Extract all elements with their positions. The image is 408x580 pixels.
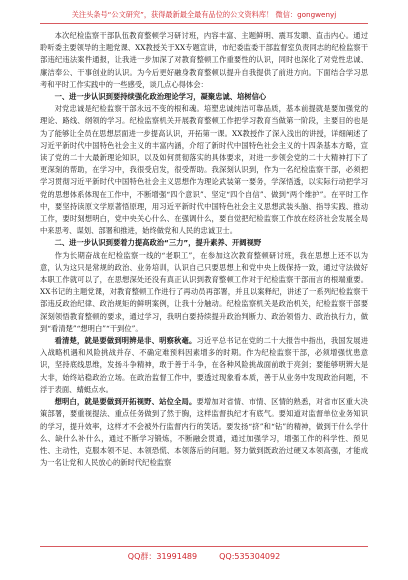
page-header: 关注头条号“公文研究”，获得最新最全最有品位的公文资料库！ 微信：gongwenyj xyxy=(71,10,337,19)
document-body xyxy=(40,30,368,540)
section-2-paragraph-3 xyxy=(40,396,368,469)
paragraph-3-text: 要增加对省情、市情、区情的熟悉，对省市区重大决策部署，要重视提法、重点任务做到了然于胸，这样监督执纪才有底气。要知道对监督单位业务知识的学习，提升效率，这样才不会被外行监督内行的笑话。要发扬“挤”和“钻”的精神，做到干什么学什么、缺什么补什么，通过不断学习锻炼，不断融会贯通，通过加强学习，增强工作的科学性、预见性、主动性，克服本领不足、本领恐慌、本领落后的问题。努力做到既政治过硬又本领高强，才能成为一名让党和人民放心的新时代纪检监察 xyxy=(40,397,368,468)
section-2-paragraph-1: 作为长期奋战在纪检监察一线的“老职工”，在参加这次教育整顿研讨班，我在思想上还不以为意，认为这只是常规的政治、业务培训，认识自己只要思想上和党中央上级保持一致，通过守法做好本职工作就可以了，在思想深处还没有真正认识到教育整顿工作对于纪检监察干部而言的根端重要。XX书记的主题党课，对教育整顿工作进行了再动员再部署，并且以案释纪，讲述了一系列纪检监察干部违反政治纪律、政治规矩的鲜明案例，让我十分触动。纪检监察机关是政治机关，纪检监察干部要深刻领悟教育整顿的要求，通过学习，我明白要持续提升政治判断力、政治领悟力、政治执行力，做到“看清楚”“想明白”“干到位”。 xyxy=(40,250,368,333)
header-divider xyxy=(40,23,368,24)
section-2-paragraph-2 xyxy=(40,335,368,396)
section-1-title: 一、进一步认识到要持续强化政治理论学习，凝聚忠诚、培树信心 xyxy=(54,92,267,102)
lead-think-clearly: 想明白，就是要做到开拓视野、站位全局。 xyxy=(54,397,197,407)
footer-qq-group: QQ群：31991489 xyxy=(127,552,198,561)
page-footer xyxy=(40,550,368,564)
footer-divider xyxy=(40,546,368,547)
intro-paragraph: 本次纪检监察干部队伍教育整顿学习研讨班，内容丰富、主题鲜明、震耳发聩、直击内心。通过聆听委主要领导的主题党课、XX教授关于XX专题宣讲，市纪委监委干部监督室负责同志的纪检监察干部违纪违法案件通报，让我进一步加深了对教育整顿工作重要性的认识，同时也深化了对党性忠诚、廉洁奉公、干事创业的认识。为今后更好融身教育整顿以提升自我提供了前进方向。下面结合学习思考和平时工作实践中的一些感受，谈几点心得体会： xyxy=(40,31,368,89)
lead-see-clearly: 看清楚，就是要做到明辨是非、明察秋毫。 xyxy=(54,336,197,346)
paragraph-2-text: 习近平总书记在党的二十大报告中指出，我国发展进入战略机遇和风险挑战并存、不确定难预料因素增多的时期。作为纪检监察干部，必须增强忧患意识，坚持底线思维，发扬斗争精神，敢于善于斗争，在各种风险挑战面前敢于亮剑；要能够明辨大是大非，始终站稳政治立场。在政治监督工作中，要透过现象看本质，善于从业务中发现政治问题，不浮于表面、蜻蜓点水。 xyxy=(40,336,368,394)
section-2-title: 二、进一步认识到要着力提高政治“三力”，提升素养、开阔视野 xyxy=(54,238,262,248)
footer-qq: QQ:535304092 xyxy=(219,552,281,561)
section-1-paragraph: 对党忠诚是纪检监察干部永远不变的根和魂。培塑忠诚纯洁可靠品质，基本前提就是要加强党的理论、路线、纲领的学习。纪检监察机关开展教育整顿工作把学习教育当做第一阶段，主要目的也是为了能够让全员在思想层面进一步提高认识，开拓第一课。XX教授作了深入浅出的讲授，详细阐述了习近平新时代中国特色社会主义的丰富内涵，介绍了新时代中国特色社会主义的十四条基本方略，宣读了党的二十大最新理论知识，以及如何贯彻落实的具体要求，对进一步领会党的二十大精神打下了更深刻的帮助，在学习中，我很受启发，很受帮助。我深刻认识到，作为一名纪检监察干部，必须把学习贯彻习近平新时代中国特色社会主义思想作为理论武装第一要务，学深悟透，以实际行动把学习党的思想体系体现在工作中，不断增强“四个意识”、坚定“四个自信”、做到“两个维护”。在平时工作中，要坚持读原文学原著悟原理，用习近平新时代中国特色社会主义思想武装头脑、指导实践、推动工作，要时刻想明白，党中央关心什么、在强调什么，要自觉把纪检监察工作放在经济社会发展全局中来思考、谋划、部署和推进，始终做党和人民的忠诚卫士。 xyxy=(40,104,368,236)
